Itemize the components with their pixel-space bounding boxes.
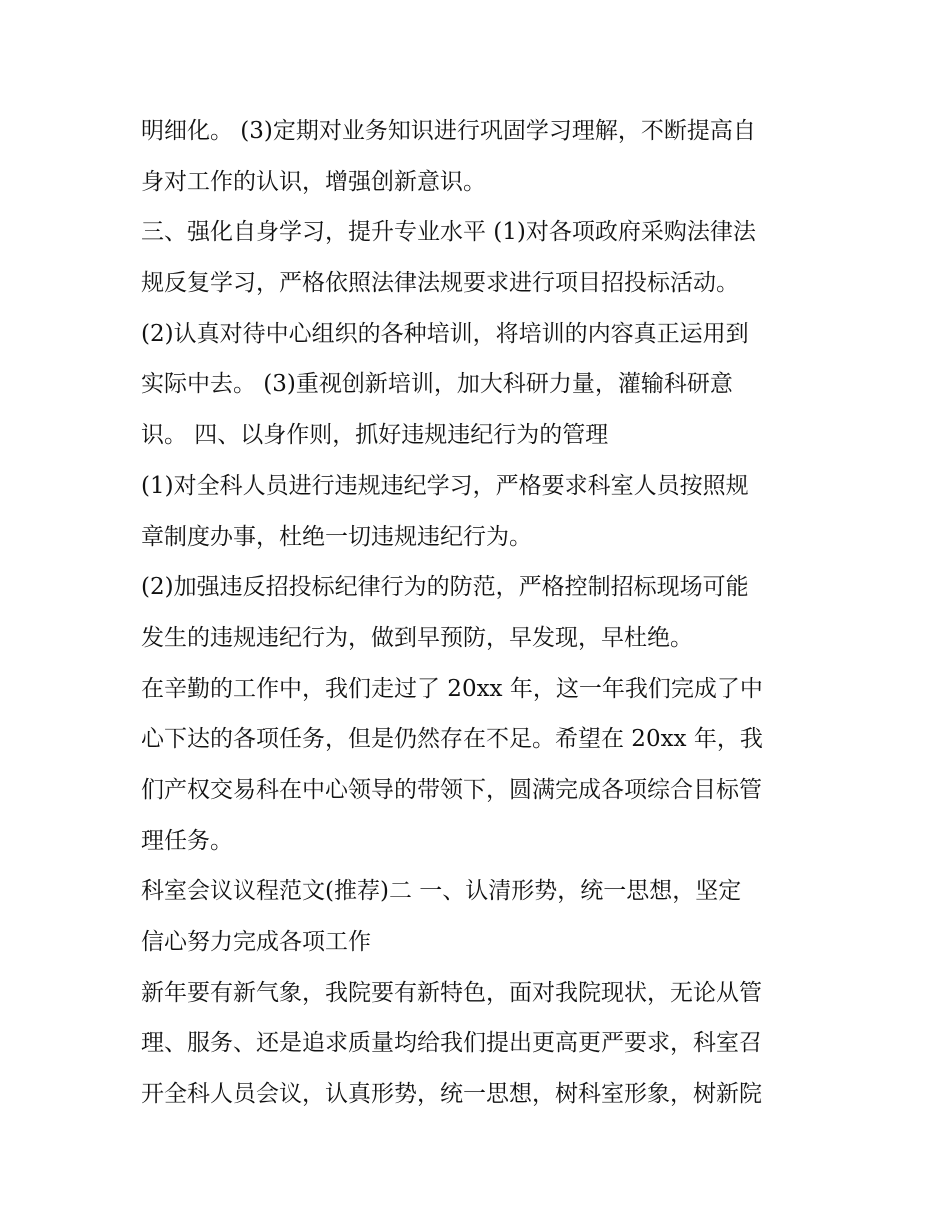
text-line: 信心努力完成各项工作 <box>141 929 371 955</box>
text-line: 明细化。 (3)定期对业务知识进行巩固学习理解，不断提高自 <box>141 118 756 144</box>
text-line: 识。 四、以身作则，抓好违规违纪行为的管理 <box>141 422 609 449</box>
text-line: 发生的违规违纪行为，做到早预防，早发现，早杜绝。 <box>141 624 693 651</box>
text-line: (2)加强违反招投标纪律行为的防范，严格控制招标现场可能 <box>141 574 749 601</box>
text-line: 三、强化自身学习，提升专业水平 (1)对各项政府采购法律法 <box>141 219 756 246</box>
text-line: 心下达的各项任务，但是仍然存在不足。希望在 20xx 年，我 <box>141 726 763 753</box>
text-line: 们产权交易科在中心领导的带领下，圆满完成各项综合目标管 <box>141 776 762 803</box>
text-line: 理、服务、还是追求质量均给我们提出更高更严要求，科室召 <box>141 1030 762 1057</box>
text-line: 新年要有新气象，我院要有新特色，面对我院现状，无论从管 <box>141 979 762 1006</box>
text-line: 在辛勤的工作中，我们走过了 20xx 年，这一年我们完成了中 <box>141 675 763 702</box>
text-line: 身对工作的认识，增强创新意识。 <box>141 168 486 195</box>
document-body <box>141 106 831 1120</box>
text-line: 科室会议议程范文(推荐)二 一、认清形势，统一思想，坚定 <box>141 878 742 905</box>
text-line: (2)认真对待中心组织的各种培训，将培训的内容真正运用到 <box>141 320 749 347</box>
text-line: 理任务。 <box>141 827 233 854</box>
text-line: (1)对全科人员进行违规违纪学习，严格要求科室人员按照规 <box>141 472 749 499</box>
text-line: 开全科人员会议，认真形势，统一思想，树科室形象，树新院 <box>141 1081 762 1108</box>
text-line: 章制度办事，杜绝一切违规违纪行为。 <box>141 523 532 550</box>
text-line: 实际中去。 (3)重视创新培训，加大科研力量，灌输科研意 <box>141 371 733 398</box>
text-line: 规反复学习，严格依照法律法规要求进行项目招投标活动。 <box>141 270 739 297</box>
